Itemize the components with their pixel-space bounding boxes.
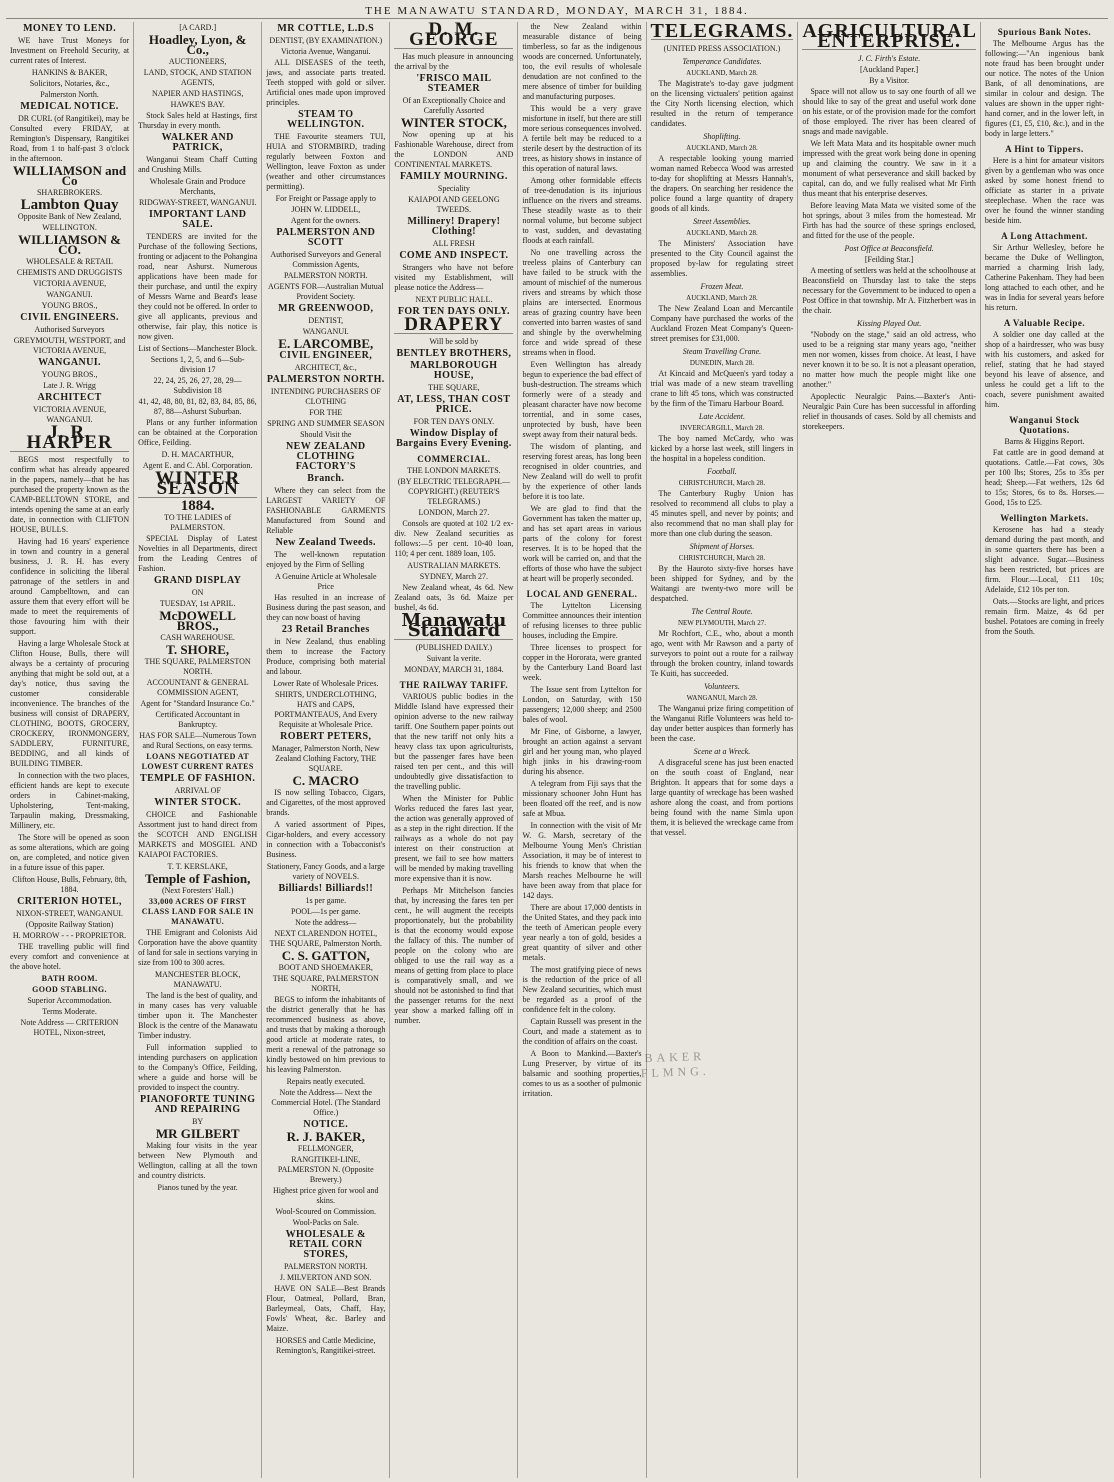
section-heading: Spurious Bank Notes. xyxy=(997,27,1092,37)
heading: R. J. BAKER, xyxy=(286,1129,365,1144)
paragraph: WE have Trust Moneys for Investment on Freehold Security, at current rates of Interest. xyxy=(10,36,130,65)
item-heading: Volunteers. xyxy=(704,682,740,691)
subheading: Billiards! Billiards!! xyxy=(278,883,374,894)
text-line: FOR TEN DAYS ONLY. xyxy=(413,417,495,426)
text-line: WELLINGTON. xyxy=(42,223,97,232)
paragraph: TENDERS are invited for the Purchase of the following Sections, fronting or adjacent to the Pohangina road, near Ashurst. Numerous applications have been made for their purchase, and until the expiry of Messrs Warne and Beard's lease they could not be offered. In order to give all applicants, previous and otherwise, fair play, this notice is now given. xyxy=(138,232,258,341)
paragraph: The wisdom of planting, and reserving forest areas, has long been recognised in older countries, and New Zealand will do well to profit by the experience of other lands before it is too late. xyxy=(522,442,642,501)
paragraph: In connection with the two places, efficient hands are kept to execute orders in Cabinet-making, Upholstering, Tent-making, Tarpaulin making, Dressmaking, Millinery, etc. xyxy=(10,771,130,830)
text-line: Repairs neatly executed. xyxy=(286,1077,365,1086)
text-line: T. T. KERSLAKE, xyxy=(167,862,228,871)
paragraph: Now opening up at his Fashionable Warehouse, direct from the LONDON AND CONTINENTAL MARKETS. xyxy=(394,130,514,169)
caps-line: LOANS NEGOTIATED AT LOWEST CURRENT RATES xyxy=(141,752,254,771)
paragraph: Has much pleasure in announcing the arrival by the xyxy=(394,52,514,71)
text-line: ARRIVAL OF xyxy=(174,786,221,795)
text-line: AUCTIONEERS, xyxy=(168,57,227,66)
paragraph: Making four visits in the year between New Plymouth and Wellington, calling at all the town and country districts. xyxy=(138,1141,258,1180)
column-6 xyxy=(647,22,799,1478)
paragraph: Having had 16 years' experience in town and country in a general business, J. R. H. has every confidence in soliciting the liberal patronage of the settlers in and around Campbelltown, and can assure them that every effort will be made to meet the requirements of those favouring him with their support. xyxy=(10,537,130,636)
text-line: BOOT AND SHOEMAKER, xyxy=(278,963,373,972)
subheading: Millinery! Drapery! Clothing! xyxy=(407,216,501,237)
paragraph: In connection with the visit of Mr W. G. Marsh, secretary of the Melbourne Young Men's Christian Association, it may be of interest to his friends to know that when the Marsh reaches Melbourne he will have been away from that place for 142 days. xyxy=(522,821,642,900)
caps-line: 33,000 ACRES OF FIRST CLASS LAND FOR SALE IN MANAWATU. xyxy=(141,897,254,926)
subheading: MR GREENWOOD, xyxy=(278,303,374,314)
text-line: (BY ELECTRIC TELEGRAPH.—COPYRIGHT.) (REUTER'S TELEGRAMS.) xyxy=(397,477,510,506)
text-line: LONDON, March 27. xyxy=(418,508,490,517)
subheading: PIANOFORTE TUNING AND REPAIRING xyxy=(139,1094,256,1115)
text-line: Opposite Bank of New Zealand, xyxy=(17,212,122,221)
paragraph: "Nobody on the stage," said an old actress, who used to be a reigning star many years ago, "neither men nor women, kisses from choice. At least, I have never known it to be so. It is not a pleasant operation, no matter how much the people might like one another." xyxy=(802,330,976,389)
subheading: STEAM TO WELLINGTON. xyxy=(287,109,365,130)
text-line: TO THE LADIES of PALMERSTON. xyxy=(164,513,232,532)
text-line: Lower Rate of Wholesale Prices. xyxy=(273,679,379,688)
item-heading: Street Assemblies. xyxy=(693,217,751,226)
item-heading: The Central Route. xyxy=(691,607,753,616)
subheading: NOTICE. xyxy=(303,1119,349,1130)
paragraph: Even Wellington has already begun to experience the bad effect of bush-destruction. The streams which formerly were of a steady and pleasant character have now become torrential, and in some cases, unprotected by bush, have been swept away from their natural beds. xyxy=(522,360,642,439)
paragraph: BEGS to inform the inhabitants of the district generally that he has recommenced business as above, and trusts that by making a thorough good article at moderate rates, to merit a renewal of the patronage so kindly bestowed on him previous to his leaving Palmerston. xyxy=(266,995,386,1074)
text-line: DENTIST, (BY EXAMINATION.) xyxy=(269,36,383,45)
paragraph: Mr Rochfort, C.E., who, about a month ago, went with Mr Rawson and a party of surveyors to point out a route for a railway through the broken country, inland towards Te Kuiti, has succeeded. xyxy=(650,629,794,678)
dateline: NEW PLYMOUTH, March 27. xyxy=(677,619,766,627)
item-heading: Shipment of Horses. xyxy=(689,542,755,551)
text-line: HAWKE'S BAY. xyxy=(170,100,225,109)
text-line: LAND, STOCK, AND STATION AGENTS, xyxy=(143,68,252,87)
text-line: Wholesale Grain and Produce Merchants, xyxy=(149,177,246,196)
text-line: THE SQUARE, xyxy=(428,383,480,392)
section-heading: A Hint to Tippers. xyxy=(1005,144,1084,154)
item-heading: Temperance Candidates. xyxy=(682,57,762,66)
text-line: SPRING AND SUMMER SEASON xyxy=(267,419,385,428)
paragraph: The Magistrate's to-day gave judgment on the licensing victualers' petition against the City North licensing election, which resulted in the return of temperance candidates. xyxy=(650,79,794,128)
text-line: YOUNG BROS., xyxy=(41,370,98,379)
text-line: CASH WAREHOUSE. xyxy=(160,633,235,642)
text-line: HORSES and Cattle Medicine, Remington's, Rangitikei-street. xyxy=(276,1336,376,1355)
paragraph: There are about 17,000 dentists in the United States, and they pack into the teeth of American people every year nearly a ton of gold, besides a great quantity of silver and other metals. xyxy=(522,903,642,962)
text-line: GREYMOUTH, WESTPORT, and VICTORIA AVENUE, xyxy=(13,336,126,355)
subheading: 23 Retail Branches xyxy=(281,624,370,635)
subheading: WHOLESALE & RETAIL CORN STORES, xyxy=(285,1229,366,1260)
paragraph: VARIOUS public bodies in the Middle Island have expressed their opinion adverse to the new railway tariff. One Southern paper points out that the new tariff not only hits a heavy class tax upon agriculturists, but the passenger fares have been raised ten per cent., and this will undoubtedly give dissatisfaction to the travelling public. xyxy=(394,692,514,791)
text-line: Agent for "Standard Insurance Co." xyxy=(140,699,255,708)
paragraph: the New Zealand within measurable distance of being timberless, so far as the indigenous woods are concerned. Unfortunately, too, the evil results of wholesale denudation are not confined to the mere absence of timber for building and manufacturing purposes. xyxy=(522,22,642,101)
text-line: A Genuine Article at Wholesale Price xyxy=(274,572,377,591)
text-line: WANGANUI. xyxy=(302,327,349,336)
paragraph: DR CURL (of Rangitikei), may be Consulted every FRIDAY, at Remington's Dispensary, Rangitikei Road, from 1 to half-past 3 o'clock in the afternoon. xyxy=(10,114,130,163)
text-line: WHOLESALE & RETAIL xyxy=(26,257,113,266)
heading: WILLIAMSON and Co xyxy=(13,163,127,188)
paragraph: The Canterbury Rugby Union has resolved to recommend all clubs to play a 45 minutes spell, and never by points; and also recommend that no man shall play for more than one club during the season. xyxy=(650,489,794,538)
text-line: NIXON-STREET, WANGANUI. xyxy=(16,909,124,918)
paragraph: HAVE ON SALE—Best Brands Flour, Oatmeal, Pollard, Bran, Barleymeal, Oats, Chaff, Hay, Fowls' Wheat, &c. Barley and Maize. xyxy=(266,1284,386,1333)
subheading: IMPORTANT LAND SALE. xyxy=(148,209,247,230)
subheading: CIVIL ENGINEER, xyxy=(279,350,373,361)
text-line: AGENTS FOR—Australian Mutual Provident Society. xyxy=(267,282,384,301)
paragraph: Sir Arthur Wellesley, before he became the Duke of Wellington, married a charming Irish lady, Catherine Pakenham. They had been long attached to each other, and he was in India for several years before his return. xyxy=(984,243,1104,312)
subheading: PALMERSTON AND SCOTT xyxy=(276,227,376,248)
big-heading: J. R. HARPER xyxy=(26,422,113,453)
heading: WILLIAMSON & CO. xyxy=(18,232,122,257)
paragraph: Fat cattle are in good demand at quotations. Cattle.—Fat cows, 30s per 100 lbs; Stores, 25s to 35s per head; Sheep.—Fat wethers, 12s 6d to 15s; Stores, 6s to 8s. Horses.—Good, 15s to £25. xyxy=(984,448,1104,507)
text-line: Note Address — CRITERION HOTEL, Nixon-street, xyxy=(20,1018,119,1037)
text-line: [A CARD.] xyxy=(179,23,217,32)
big-heading: DRAPERY xyxy=(404,314,504,335)
text-line: RANGITIKEI-LINE, PALMERSTON N. (Opposite Brewery.) xyxy=(277,1155,374,1184)
text-line: JOHN W. LIDDELL, xyxy=(291,205,361,214)
text-line: SHIRTS, UNDERCLOTHING, HATS and CAPS, PORTMANTEAUS, And Every Requisite at Wholesale Price. xyxy=(274,690,378,729)
text-line: RIDGWAY-STREET, WANGANUI. xyxy=(138,198,257,207)
text-line: 41, 42, 48, 80, 81, 82, 83, 84, 85, 86, 87, 88—Ashurst Suburban. xyxy=(138,397,257,416)
paragraph: The land is the best of quality, and in many cases has very valuable timber upon it. The Manchester Block is the centre of the Manawatu Timber industry. xyxy=(138,991,258,1040)
text-line: MONDAY, MARCH 31, 1884. xyxy=(404,665,504,674)
paragraph: The New Zealand Loan and Mercantile Company have purchased the works of the Auckland Frozen Meat Company's Queen-street premises for £31,000. xyxy=(650,304,794,343)
item-heading: Frozen Meat. xyxy=(700,282,744,291)
text-line: Wool-Packs on Sale. xyxy=(292,1218,359,1227)
item-heading: Shoplifting. xyxy=(703,132,741,141)
text-line: Sections 1, 2, 5, and 6—Sub-division 17 xyxy=(150,355,245,374)
paragraph: Consols are quoted at 102 1/2 ex-div. New Zealand securities as follows:—5 per cent. 10-40 loan, 110; 4 per cent. 1889 loan, 105. xyxy=(394,519,514,558)
paragraph: THE travelling public will find every comfort and convenience at the above hotel. xyxy=(10,942,130,971)
section-heading: THE RAILWAY TARIFF. xyxy=(399,680,509,690)
subheading: MARLBOROUGH HOUSE, xyxy=(410,360,498,381)
paragraph: A Boon to Mankind.—Baxter's Lung Preserver, by virtue of its balsamic and soothing properties, comes to us as a soother of pulmonic irritation. xyxy=(522,1049,642,1098)
paragraph: Among other formidable effects of tree-denudation is its injurious influence on the rivers and streams. These steadily waste as to their normal volume, but become subject to vast, sudden, and devastating floods at each rainfall. xyxy=(522,176,642,245)
heading: E. LARCOMBE, xyxy=(278,336,374,351)
paragraph: Strangers who have not before visited my Establishment, will please notice the Address— xyxy=(394,263,514,292)
dateline: WANGANUI, March 28. xyxy=(686,694,758,702)
text-line: THE SQUARE, PALMERSTON NORTH, xyxy=(272,974,379,993)
text-line: Should Visit the xyxy=(300,430,352,439)
subheading: Window Display of Bargains Every Evening. xyxy=(396,428,512,449)
paragraph: Three licenses to prospect for copper in the Hororata, were granted by the Canterbury Land Board last week. xyxy=(522,643,642,682)
subheading: NEW ZEALAND CLOTHING FACTORY'S xyxy=(286,441,366,472)
text-line: FOR THE xyxy=(309,408,343,417)
text-line: Note the address— xyxy=(295,918,357,927)
subheading: New Zealand Tweeds. xyxy=(275,537,376,548)
text-line: ARCHITECT, &c., xyxy=(294,363,357,372)
column-2 xyxy=(134,22,262,1478)
text-line: H. MORROW - - - PROPRIETOR. xyxy=(12,931,127,940)
dateline: CHRISTCHURCH, March 28. xyxy=(678,479,766,487)
text-line: WANGANUI. xyxy=(46,290,93,299)
column-7 xyxy=(798,22,981,1478)
stamp-watermark: BAKER FLMNG. xyxy=(640,1048,711,1081)
subheading: FAMILY MOURNING. xyxy=(400,171,508,182)
text-line: J. MILVERTON AND SON. xyxy=(279,1273,372,1282)
text-line: AUSTRALIAN MARKETS. xyxy=(407,561,501,570)
item-heading: Post Office at Beaconsfield. xyxy=(844,244,934,253)
paragraph: Full information supplied to intending purchasers on application to the Company's Office, Feilding, where a guide and horse will be provided to inspect the country. xyxy=(138,1043,258,1092)
text-line: Superior Accommodation. xyxy=(27,996,112,1005)
text-line: Of an Exceptionally Choice and Carefully Assorted xyxy=(402,96,506,115)
masthead: THE MANAWATU STANDARD, MONDAY, MARCH 31, 1884. xyxy=(6,4,1108,19)
text-line: By a Visitor. xyxy=(869,76,910,85)
dateline: AUCKLAND, March 28. xyxy=(686,294,758,302)
paragraph: We are glad to find that the Government has taken the matter up, and has set apart areas in various parts of the colony for forest reserves. It is to be hoped that the work will be carried on, and that the efforts of those who have the subject at heart will be properly seconded. xyxy=(522,504,642,583)
paragraph: At Kincaid and McQueen's yard today a trial was made of a new steam travelling crane to lift 45 tons, which was constructed by the firm of the Timaru Harbour Board. xyxy=(650,369,794,408)
section-heading: Wellington Markets. xyxy=(1000,513,1089,523)
text-line: Terms Moderate. xyxy=(42,1007,97,1016)
text-line: Agent E. and C. Abl. Corporation. xyxy=(142,461,253,470)
paragraph: A meeting of settlers was held at the schoolhouse at Beaconsfield on Thursday last to take the steps necessary for the Government to be induced to open a Post Office in that township. Mr A. Fitzherbert was in the chair. xyxy=(802,266,976,315)
subheading: TEMPLE OF FASHION. xyxy=(140,773,256,784)
dateline: DUNEDIN, March 28. xyxy=(689,359,755,367)
subheading: BENTLEY BROTHERS, xyxy=(396,348,512,359)
paragraph: The most gratifying piece of news is the reduction of the price of all New Zealand securities, which must be regarded as a proof of the confidence felt in the colony. xyxy=(522,965,642,1014)
big-heading: D. M. GEORGE xyxy=(409,19,499,50)
text-line: KAIAPOI AND GEELONG TWEEDS. xyxy=(408,195,500,214)
subheading: FOR TEN DAYS ONLY. xyxy=(397,306,510,317)
paragraph: The Lyttelton Licensing Committee announces their intention of refusing licenses to three public houses, including the Empire. xyxy=(522,601,642,640)
text-line: Pianos tuned by the year. xyxy=(157,1183,238,1192)
large-text: Lambton Quay xyxy=(20,197,119,213)
text-line: PALMERSTON NORTH. xyxy=(284,271,368,280)
text-line: Late J. R. Wrigg xyxy=(43,381,96,390)
dateline: AUCKLAND, March 28. xyxy=(686,69,758,77)
text-line: 1s per game. xyxy=(305,896,347,905)
heading: WINTER STOCK, xyxy=(400,115,507,130)
paragraph: When the Minister for Public Works reduced the fares last year, the action was generally approved of as a step in the right direction. If the railways as a whole do not pay interest on their construction at present, we fail to see how matters will be mended by making travelling more expensive than it is now. xyxy=(394,794,514,883)
text-line: BY xyxy=(192,1117,204,1126)
text-line: 22, 24, 25, 26, 27, 28, 29—Subdivision 18 xyxy=(153,376,242,395)
paragraph: Kerosene has had a steady demand during the past month, and in some quarters there has been a slight advance. Sugar.—Business has been restricted, but prices are firm. Flour.—Local, £11 10s; Adelaide, £12 10s per ton. xyxy=(984,525,1104,594)
column-4 xyxy=(390,19,518,1478)
paragraph: The Issue sent from Lyttelton for London, on Saturday, with 150 passengers; 12,000 sheep; and 2500 bales of wool. xyxy=(522,685,642,724)
paragraph: We left Mata Mata and its hospitable owner much impressed with the great work being done in opening up and claiming the country. We saw in it a monument of what perseverance and skill backed by capital, can do, and we fully realised what Mr Firth thus meant that his enterprise deserves. xyxy=(802,139,976,198)
column-5 xyxy=(518,22,646,1478)
paragraph: A varied assortment of Pipes, Cigar-holders, and every accessory in connection with a Tobacconist's Business. xyxy=(266,820,386,859)
subheading: CRITERION HOTEL, xyxy=(17,896,122,907)
text-line: ALL FRESH xyxy=(432,239,475,248)
paragraph: Here is a hint for amateur visitors given by a gentleman who was once asked by some honest friend to officiate as starter in a private steeplechase. When the race was over he found the winner standing beside him. xyxy=(984,156,1104,225)
paragraph: Plans or any further information can be obtained at the Corporation Office, Feilding. xyxy=(138,418,258,447)
section-heading: COMMERCIAL. xyxy=(417,454,491,464)
subheading: PALMERSTON NORTH. xyxy=(266,374,385,385)
subheading: MEDICAL NOTICE. xyxy=(20,101,119,112)
dateline: AUCKLAND, March 28. xyxy=(686,144,758,152)
text-line: VICTORIA AVENUE, WANGANUI. xyxy=(33,405,107,424)
text-line: SHAREBROKERS. xyxy=(36,188,103,197)
caps-line: BATH ROOM. xyxy=(41,974,98,983)
paragraph: The boy named McCardy, who was kicked by a horse last week, still lingers in the hospital in a hopeless condition. xyxy=(650,434,794,463)
item-heading: Kissing Played Out. xyxy=(857,319,922,328)
text-line: Suivant la verite. xyxy=(426,654,482,663)
text-line: FELLMONGER, xyxy=(297,1144,354,1153)
text-line: Authorised Surveyors xyxy=(34,325,105,334)
text-line: ACCOUNTANT & GENERAL COMMISSION AGENT, xyxy=(146,678,249,697)
subheading: ARCHITECT xyxy=(37,392,102,403)
columns xyxy=(6,19,1108,1478)
paragraph: A soldier one day called at the shop of a hairdresser, who was busy with his customers, and asked for relief, stating that he had stayed beyond his leave of absence, and unless he could get a lift to the coach, severe punishment awaited him. xyxy=(984,330,1104,409)
paragraph: in New Zealand, thus enabling them to increase the Factory Produce, comprising both material and labour. xyxy=(266,637,386,676)
paragraph: A disgraceful scene has just been enacted on the south coast of England, near Brighton. It appears that for some days a large quantity of wreckage has been washed ashore along the coast, and from portions being found with the name Simla upon them, it is believed the wreckage came from that vessel. xyxy=(650,758,794,837)
paragraph: ALL DISEASES of the teeth, jaws, and associate parts treated. Teeth stopped with gold or silver. Artificial ones made upon improved principles. xyxy=(266,58,386,107)
column-3 xyxy=(262,22,390,1478)
subheading: MONEY TO LEND. xyxy=(23,23,117,34)
heading: McDOWELL BROS., xyxy=(159,608,236,633)
text-line: Palmerston North. xyxy=(40,90,99,99)
text-line: (Opposite Railway Station) xyxy=(25,920,114,929)
heading: MR GILBERT xyxy=(155,1126,240,1141)
paper-title: Manawatu Standard xyxy=(401,610,507,641)
text-line: ON xyxy=(191,588,204,597)
text-line: Solicitors, Notaries, &c., xyxy=(29,79,110,88)
paragraph: Where they can select from the LARGEST VARIETY OF FASHIONABLE GARMENTS Manufactured from Sound and Reliable xyxy=(266,486,386,535)
text-line: SYDNEY, March 27. xyxy=(419,572,489,581)
paragraph: The well-known reputation enjoyed by the Firm of Selling xyxy=(266,550,386,569)
paragraph: SPECIAL Display of Latest Novelties in all Departments, direct from the Leading Centres of Fashion. xyxy=(138,534,258,573)
text-line: Agent for the owners. xyxy=(290,216,361,225)
dateline: INVERCARGILL, March 28. xyxy=(679,424,764,432)
subheading: 'FRISCO MAIL STEAMER xyxy=(416,73,492,94)
text-line: TUESDAY, 1st APRIL. xyxy=(159,599,236,608)
text-line: NEXT CLARENDON HOTEL, THE SQUARE, Palmerston North. xyxy=(269,929,382,948)
paragraph: A telegram from Fiji says that the missionary schooner John Hunt has been floated off the reef, and is now safe at Mbua. xyxy=(522,779,642,818)
paragraph: Oats.—Stocks are light, and prices remain firm. Maize, 4s 6d per bushel. Potatoes are coming in freely from the South. xyxy=(984,597,1104,636)
text-line: Clifton House, Bulls, February, 8th, 1884. xyxy=(12,875,127,894)
subheading: WALKER AND PATRICK, xyxy=(161,132,234,153)
text-line: PALMERSTON NORTH. xyxy=(284,1262,368,1271)
item-heading: Scene at a Wreck. xyxy=(693,747,751,756)
big-heading: WINTER SEASON xyxy=(155,468,241,499)
paragraph: BEGS most respectfully to confirm what has already appeared in the papers, namely—that he has purchased the property known as the CAMP-BELLTOWN STORE, and intends opening the same at an early date, in connection with CLIFTON HOUSE, BULLS. xyxy=(10,455,130,534)
text-line: VICTORIA AVENUE, xyxy=(33,279,107,288)
text-line: Barns & Higgins Report. xyxy=(1004,437,1085,446)
text-line: [Feilding Star.] xyxy=(864,255,914,264)
subheading: WINTER STOCK. xyxy=(154,797,242,808)
subheading: ROBERT PETERS, xyxy=(280,731,372,742)
paragraph: Captain Russell was present in the Court, and made a statement as to the condition of affairs on the coast. xyxy=(522,1017,642,1046)
large-text: 1884. xyxy=(180,498,215,514)
heading: Temple of Fashion, xyxy=(144,871,251,886)
text-line: Victoria Avenue, Wanganui. xyxy=(280,47,371,56)
paragraph: New Zealand wheat, 4s 6d. New Zealand oats, 3s 6d. Maize per bushel, 4s 6d. xyxy=(394,583,514,612)
text-line: Stationery, Fancy Goods, and a large variety of NOVELS. xyxy=(266,862,385,881)
subheading: MR COTTLE, L.D.S xyxy=(277,23,375,34)
heading: T. SHORE, xyxy=(166,642,230,657)
item-heading: Late Accident. xyxy=(698,412,745,421)
text-line: HANKINS & BAKER, xyxy=(31,68,108,77)
dateline: CHRISTCHURCH, March 28. xyxy=(678,554,766,562)
paragraph: IS now selling Tobacco, Cigars, and Cigarettes, of the most approved brands. xyxy=(266,788,386,817)
column-headline: AGRICULTURAL ENTERPRISE. xyxy=(802,20,977,52)
subheading: COME AND INSPECT. xyxy=(399,250,509,261)
heading: C. S. GATTON, xyxy=(281,948,370,963)
paragraph: By the Hauroto sixty-five horses have been shipped for Sydney, and by the Waitangi are twenty-two more will be despatched. xyxy=(650,564,794,603)
paragraph: No one travelling across the treeless plains of Canterbury can have failed to be struck with the amount of mischief of the numerous rivers and streams by which those plains are intersected. Enormous areas of grazing country have been converted into barren wastes of sand and shingle by the overwhelming force and wide spread of these streams when in flood. xyxy=(522,248,642,357)
text-line: For Freight or Passage apply to xyxy=(275,194,376,203)
paragraph: THE Favourite steamers TUI, HUIA and STORMBIRD, trading regularly between Foxton and Wellington, leave Foxton as under (weather and other circumstances permitting). xyxy=(266,132,386,191)
paragraph: Wanganui Steam Chaff Cutting and Crushing Mills. xyxy=(138,155,258,174)
column-1 xyxy=(6,22,134,1478)
text-line: [Auckland Paper.] xyxy=(860,65,919,74)
text-line: NAPIER AND HASTINGS, xyxy=(151,89,244,98)
text-line: YOUNG BROS., xyxy=(41,301,98,310)
text-line: Highest price given for wool and skins. xyxy=(273,1186,379,1205)
text-line: Manager, Palmerston North, New Zealand Clothing Factory, THE SQUARE. xyxy=(271,744,380,773)
paragraph: The Melbourne Argus has the following:—"An ingenious bank note fraud has been brought under our notice. The notes of the Union Bank, of all denominations, are similar in colour and design. The values are shown in the upper right-hand corner, and in the lower left, in figures (£1, £5, £10, &c.), and in the body in large letters." xyxy=(984,39,1104,138)
text-line: NEXT PUBLIC HALL. xyxy=(415,295,493,304)
paragraph: The Ministers' Association have presented to the City Council against the proposed by-law for regulating street assemblies. xyxy=(650,239,794,278)
item-heading: Football. xyxy=(707,467,737,476)
paragraph: The Wanganui prize firing competition of the Wanganui Rifle Volunteers was held to-day under better auspices than formerly has been the case. xyxy=(650,704,794,743)
paragraph: CHOICE and Fashionable Assortment just to hand direct from the SCOTCH AND ENGLISH MARKETS and MOSGIEL AND KAIAPOI FACTORIES. xyxy=(138,810,258,859)
text-line: DENTIST, xyxy=(308,316,344,325)
subheading: WANGANUI. xyxy=(38,357,101,368)
item-heading: J. C. Firth's Estate. xyxy=(858,54,921,63)
heading: Hoadley, Lyon, & Co., xyxy=(148,32,247,57)
paragraph: Perhaps Mr Mitchelson fancies that, by increasing the fares ten per cent., he will augment the receipts proportionately, but the probability is that the economy would expose the fallacy of this. The number of people on the colony who are obliged to use the rail way as a means of getting from place to place is comparatively small, and we should not be astonished to find that the passenger returns for the next year show a marked falling off in number. xyxy=(394,886,514,1025)
text-line: Speciality xyxy=(437,184,470,193)
dateline: AUCKLAND, March 28. xyxy=(686,229,758,237)
paragraph: Space will not allow us to say one fourth of all we should like to say of the great and useful work done on his estate, or of the provision made for the comfort of those employed. The river has been cleared of snags and made navigable. xyxy=(802,87,976,136)
text-line: Certificated Accountant in Bankruptcy. xyxy=(155,710,240,729)
paragraph: Has resulted in an increase of Business during the past season, and they can now boast of having xyxy=(266,593,386,622)
text-line: POOL—1s per game. xyxy=(291,907,361,916)
paragraph: Stock Sales held at Hastings, first Thursday in every month. xyxy=(138,111,258,130)
section-heading: A Valuable Recipe. xyxy=(1003,318,1086,328)
heading: C. MACRO xyxy=(292,773,359,788)
text-line: THE LONDON MARKETS. xyxy=(407,466,501,475)
text-line: Wool-Scoured on Commission. xyxy=(275,1207,376,1216)
subheading: Branch. xyxy=(307,473,345,484)
paragraph: THE Emigrant and Colonists Aid Corporation have the above quantity of land for sale in sections varying in size from 100 to 300 acres. xyxy=(138,928,258,967)
text-line: (UNITED PRESS ASSOCIATION.) xyxy=(663,44,781,53)
section-heading: Wanganui Stock Quotations. xyxy=(1009,415,1080,435)
paragraph: Mr Fine, of Gisborne, a lawyer, brought an action against a servant girl and her young man, who played high jinks in his drawing-room during his absence. xyxy=(522,727,642,776)
paragraph: This would be a very grave misfortune in itself, but there are still more serious consequences involved. A fertile belt may be reduced to a sterile desert by the destruction of its trees, as history shows in instance of this operation of natural laws. xyxy=(522,104,642,173)
text-line: (PUBLISHED DAILY.) xyxy=(415,643,493,652)
text-line: HAS FOR SALE—Numerous Town and Rural Sections, on easy terms. xyxy=(139,731,257,750)
text-line: Will be sold by xyxy=(429,337,479,346)
paragraph: The Store will be opened as soon as some alterations, which are going on, are completed, and notice given in a future issue of this paper. xyxy=(10,833,130,872)
text-line: Authorised Surveyors and General Commission Agents, xyxy=(270,250,382,269)
subheading: GRAND DISPLAY xyxy=(153,575,242,586)
text-line: MANCHESTER BLOCK, MANAWATU. xyxy=(154,970,241,989)
text-line: THE SQUARE, PALMERSTON NORTH. xyxy=(144,657,251,676)
section-heading: A Long Attachment. xyxy=(1001,231,1088,241)
text-line: (Next Foresters' Hall.) xyxy=(161,886,234,895)
section-heading: LOCAL AND GENERAL. xyxy=(526,589,638,599)
caps-line: GOOD STABLING. xyxy=(32,985,107,994)
paragraph: Before leaving Mata Mata we visited some of the hot springs, about 3 miles from the homestead. Mr Firth has had the source of these springs enclosed, and fitted for the use of the people. xyxy=(802,201,976,240)
text-line: Note the Address— Next the Commercial Hotel. (The Standard Office.) xyxy=(271,1088,381,1117)
column-8 xyxy=(981,22,1108,1478)
subheading: CIVIL ENGINEERS. xyxy=(20,312,119,323)
item-heading: Steam Travelling Crane. xyxy=(682,347,762,356)
paragraph: A respectable looking young married woman named Rebecca Wood was arrested to-day for shoplifting at Messrs Hannah's, the drapers. On searching her residence the police found a large quantity of drapery goods of all kinds. xyxy=(650,154,794,213)
text-line: INTENDING PURCHASERS OF CLOTHING xyxy=(270,387,381,406)
text-line: D. H. MACARTHUR, xyxy=(161,450,234,459)
column-headline: TELEGRAMS. xyxy=(650,20,794,42)
text-line: List of Sections—Manchester Block. xyxy=(138,344,257,353)
paragraph: Apoplectic Neuralgic Pains.—Baxter's Anti-Neuralgic Pain Cure has been successful in affording relief in thousands of cases. Sold by all chemists and storekeepers. xyxy=(802,392,976,431)
subheading: AT, LESS, THAN COST PRICE. xyxy=(397,394,511,415)
text-line: CHEMISTS AND DRUGGISTS xyxy=(16,268,123,277)
paragraph: Having a large Wholesale Stock at Clifton House, Bulls, there will always be a certainty of procuring anything that might be sold out, at a day's notice, thus saving the customer considerable inconvenience. The branches of the business will consist of DRAPERY, CLOTHING, BOOTS, GROCERY, CROCKERY, IRONMONGERY, SADDLERY, FURNITURE, BEDDING, and all kinds of BUILDING TIMBER. xyxy=(10,639,130,768)
